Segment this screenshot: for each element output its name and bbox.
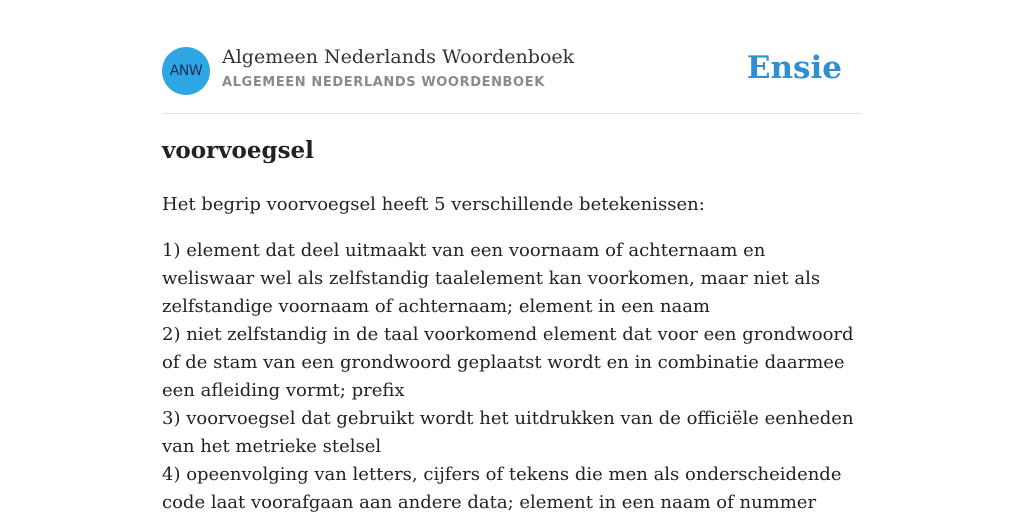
definition-item: 3) voorvoegsel dat gebruikt wordt het uitdrukken van de officiële eenheden van het metrieke stelsel (162, 408, 854, 457)
source-title[interactable]: Algemeen Nederlands Woordenboek (222, 46, 575, 68)
content-container (162, 0, 862, 512)
definitions-list (162, 237, 862, 512)
source-subtitle: ALGEMEEN NEDERLANDS WOORDENBOEK (222, 75, 545, 90)
entry-intro: Het begrip voorvoegsel heeft 5 verschillende betekenissen: (162, 194, 705, 215)
source-logo[interactable] (162, 47, 210, 95)
definition-item: 4) opeenvolging van letters, cijfers of tekens die men als onderscheidende code laat voorafgaan aan andere data; element in een naam of nummer (162, 464, 842, 512)
entry-title: voorvoegsel (162, 137, 314, 164)
source-header (162, 0, 862, 114)
ensie-logo[interactable]: Ensie (746, 50, 842, 86)
definition-item: 1) element dat deel uitmaakt van een voornaam of achternaam en weliswaar wel als zelfstandig taalelement kan voorkomen, maar niet als zelfstandige voornaam of achternaam; element in een naam (162, 240, 821, 317)
definition-item: 2) niet zelfstandig in de taal voorkomend element dat voor een grondwoord of de stam van een grondwoord geplaatst wordt en in combinatie daarmee een afleiding vormt; prefix (162, 324, 854, 401)
source-logo-text: ANW (169, 63, 203, 79)
